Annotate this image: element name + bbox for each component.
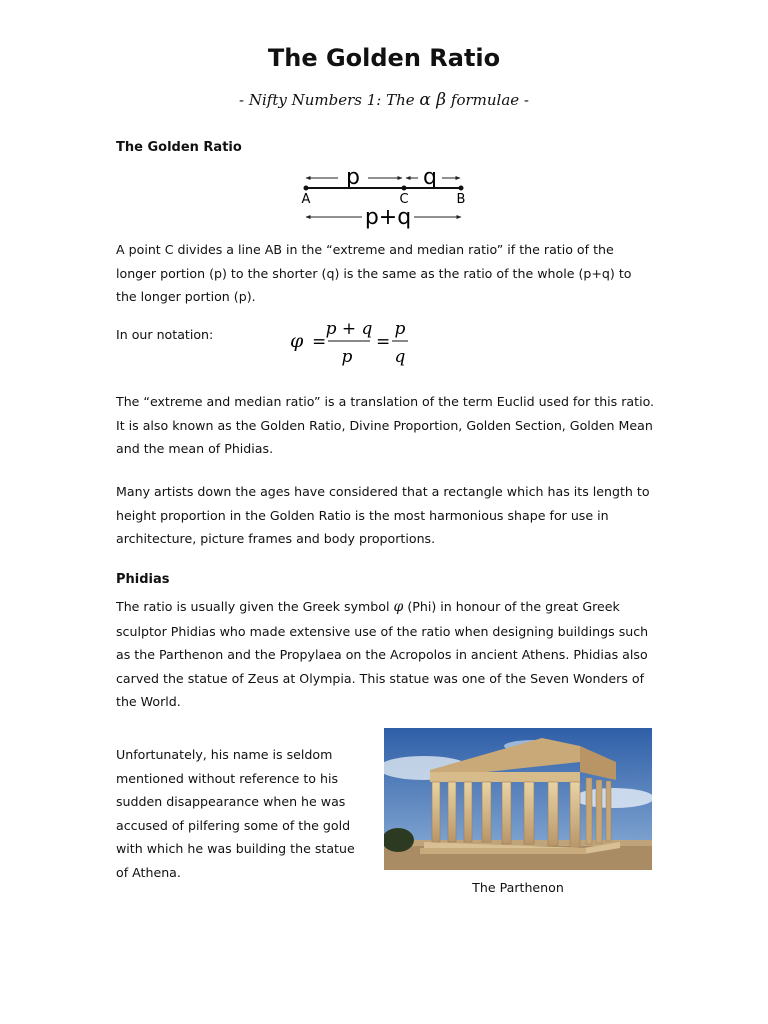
label-b: B [456, 192, 466, 207]
formula-phi: φ [290, 330, 304, 352]
formula-num2: p [394, 319, 406, 339]
phi-para-rest: (Phi) in honour of the great Greek sculptor Phidias who made extensive use of the ratio when designing buildings such as the Parthenon and the Propylaea on the Acropolos in ancient Athens. Phidias also carved the statue of Zeus at Olympia. This statue was one of the Seven Wonders of the World. [116, 599, 649, 709]
image-caption: The Parthenon [472, 880, 564, 895]
formula-den1: p [341, 347, 353, 367]
point-a [304, 186, 309, 191]
paragraph-disappearance: Unfortunately, his name is seldom mentioned without reference to his sudden disappearance when he was accused of pilfering some of the gold with which he was building the statue of Athena. [116, 747, 355, 880]
formula-num1: p + q [325, 319, 373, 339]
page-title: The Golden Ratio [267, 44, 501, 72]
formula-den2: q [394, 347, 406, 367]
point-c [402, 186, 407, 191]
notation-label: In our notation: [116, 327, 214, 342]
page-subtitle [0, 90, 768, 110]
p-label: p [346, 165, 360, 190]
phi-para-start: The ratio is usually given the Greek symbol [116, 599, 394, 614]
subtitle-suffix: formulae - [446, 91, 529, 109]
subtitle-prefix: - Nifty Numbers 1: The [239, 91, 420, 109]
line-segment-diagram [296, 160, 476, 232]
q-label: q [423, 165, 437, 190]
subtitle-greek-symbols: α β [419, 90, 447, 110]
section-heading-phidias: Phidias [116, 572, 170, 587]
paragraph-artists-rectangle: Many artists down the ages have considered that a rectangle which has its length to height proportion in the Golden Ratio is the most harmonious shape for use in architecture, picture frames and body proportions. [116, 484, 650, 546]
phi-symbol-inline: φ [393, 599, 404, 615]
point-b [459, 186, 464, 191]
label-c: C [399, 192, 409, 207]
label-a: A [301, 192, 311, 207]
section-heading-golden-ratio: The Golden Ratio [116, 140, 242, 155]
paragraph-phi-symbol [116, 595, 656, 714]
golden-ratio-formula [284, 316, 424, 372]
formula-eq2: = [376, 332, 391, 352]
parthenon-photo [384, 728, 652, 870]
paragraph-euclid-term: The “extreme and median ratio” is a translation of the term Euclid used for this ratio. It is also known as the Golden Ratio, Divine Proportion, Golden Section, Golden Mean and the mean of Phidias. [116, 394, 655, 456]
paragraph-extreme-median-definition: A point C divides a line AB in the “extreme and median ratio” if the ratio of the longer portion (p) to the shorter (q) is the same as the ratio of the whole (p+q) to the longer portion (p). [116, 242, 632, 304]
formula-eq1: = [312, 332, 327, 352]
sum-label: p+q [364, 205, 412, 230]
